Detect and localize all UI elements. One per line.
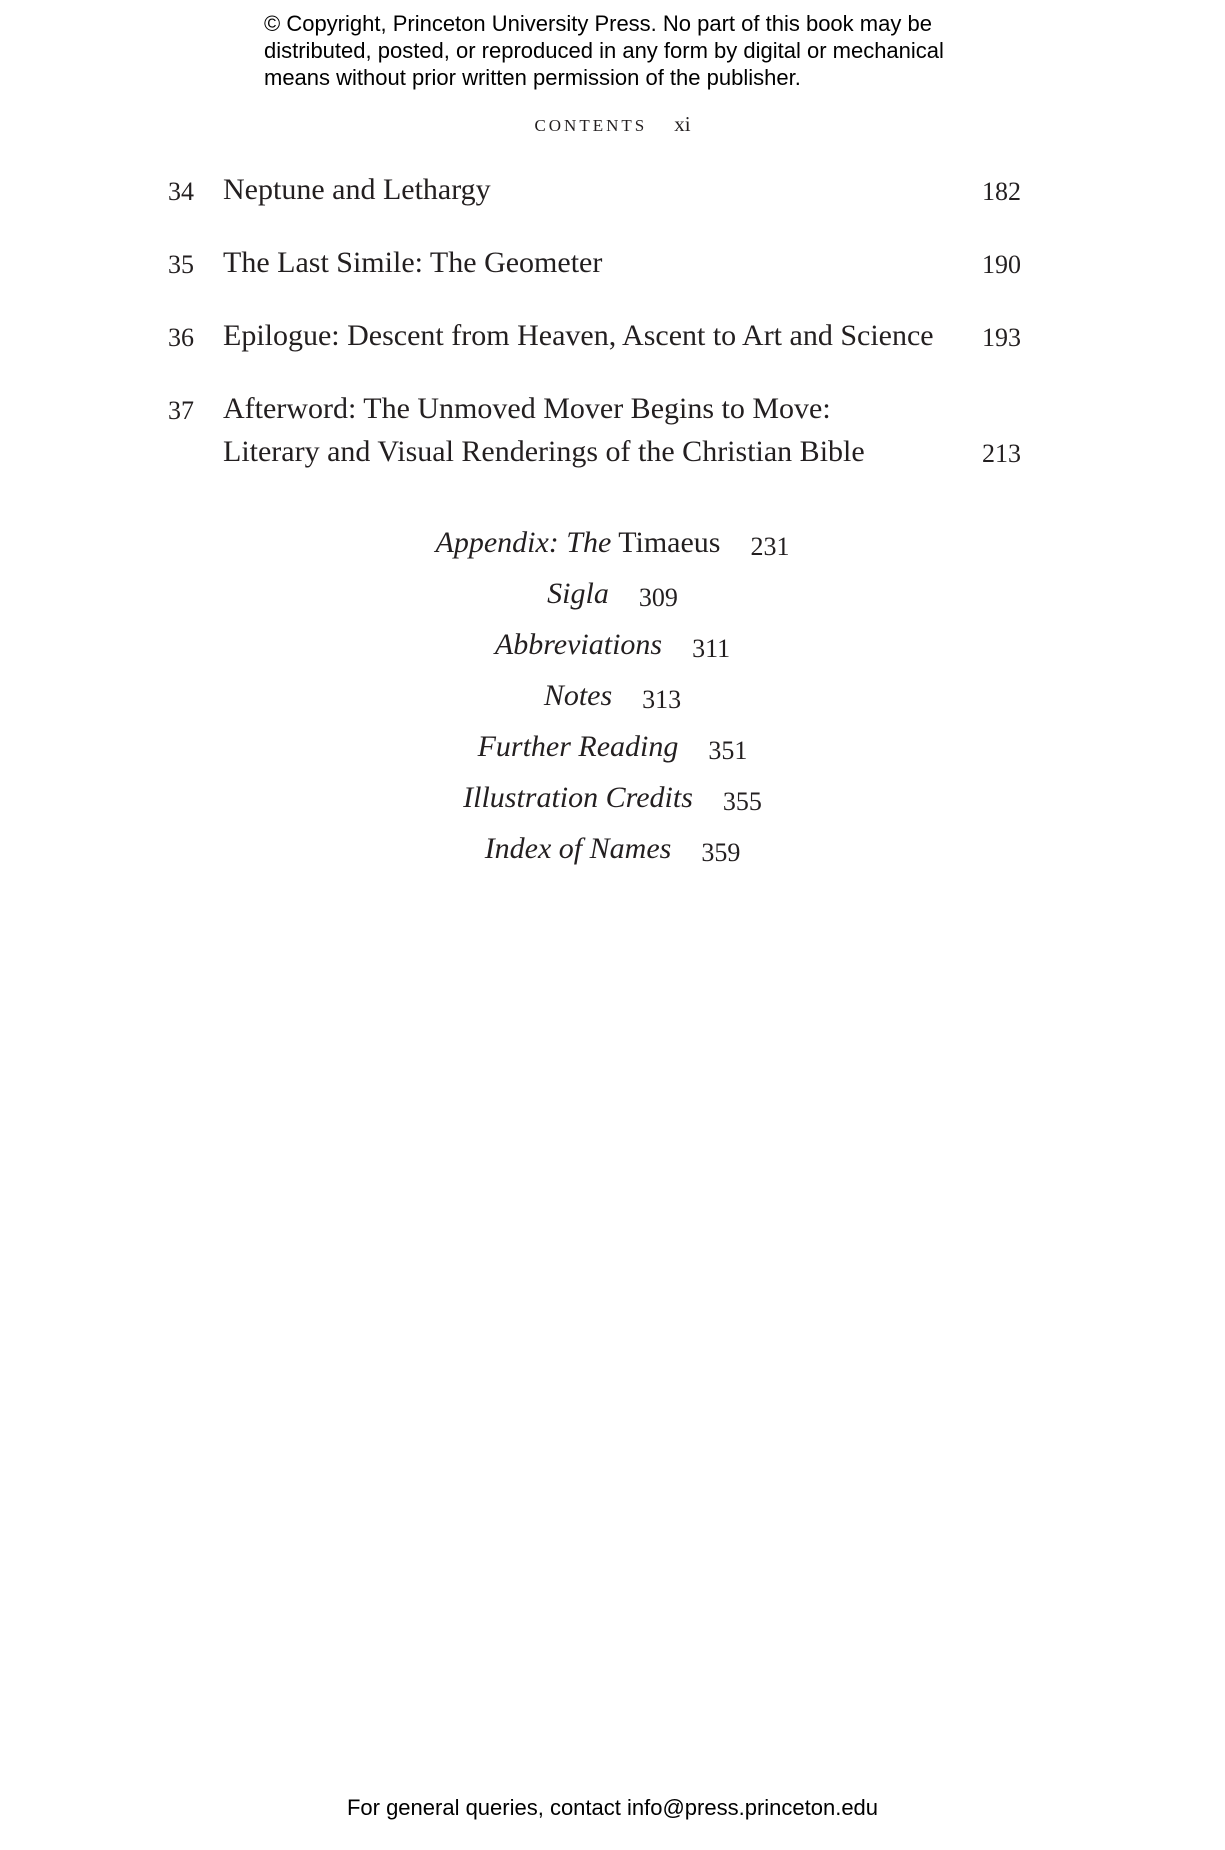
back-matter-item-notes	[0, 670, 1225, 721]
back-matter-page: 231	[750, 532, 790, 561]
chapter-title-line: Neptune and Lethargy	[223, 173, 491, 206]
chapter-page: 182	[982, 177, 1021, 206]
chapter-title	[223, 314, 934, 357]
chapter-number: 34	[168, 177, 194, 206]
chapter-title-line: Literary and Visual Renderings of the Christian Bible	[223, 435, 865, 468]
chapter-title	[223, 387, 865, 473]
chapter-page: 213	[982, 439, 1021, 468]
back-matter-item-sigla	[0, 568, 1225, 619]
back-matter-title: Notes	[543, 679, 613, 712]
back-matter-title-italic: Appendix: The	[435, 526, 612, 559]
chapter-number: 37	[168, 396, 194, 425]
back-matter-item-illustration-credits	[0, 772, 1225, 823]
back-matter-page: 351	[708, 736, 748, 765]
chapter-number: 35	[168, 250, 194, 279]
chapter-page: 190	[982, 250, 1021, 279]
back-matter-page: 313	[642, 685, 682, 714]
chapter-title	[223, 168, 491, 211]
back-matter-title: Illustration Credits	[463, 781, 693, 814]
copyright-line: distributed, posted, or reproduced in any form by digital or mechanical	[264, 38, 944, 63]
chapter-number: 36	[168, 323, 194, 352]
back-matter-item-appendix	[0, 517, 1225, 568]
chapter-title-line: Afterword: The Unmoved Mover Begins to Move:	[223, 392, 831, 425]
chapter-title-line: The Last Simile: The Geometer	[223, 246, 603, 279]
copyright-line: means without prior written permission of the publisher.	[264, 65, 801, 90]
back-matter-page: 359	[701, 838, 741, 867]
copyright-line: © Copyright, Princeton University Press. No part of this book may be	[264, 11, 932, 36]
back-matter-title: Abbreviations	[494, 628, 663, 661]
back-matter-item-index-of-names	[0, 823, 1225, 874]
back-matter-title: Sigla	[547, 577, 609, 610]
footer-contact: For general queries, contact info@press.princeton.edu	[346, 1795, 879, 1820]
back-matter-title	[436, 526, 721, 559]
chapter-title	[223, 241, 602, 284]
back-matter-item-abbreviations	[0, 619, 1225, 670]
running-head-label: CONTENTS	[534, 116, 648, 135]
copyright-notice	[264, 10, 984, 91]
back-matter-title: Index of Names	[484, 832, 672, 865]
chapter-title-line: Epilogue: Descent from Heaven, Ascent to Art and Science	[223, 319, 934, 352]
back-matter-page: 355	[722, 787, 762, 816]
back-matter-title: Further Reading	[477, 730, 679, 763]
back-matter-title-roman: Timaeus	[611, 526, 721, 559]
back-matter-page: 311	[692, 634, 731, 663]
running-head	[0, 112, 1225, 137]
back-matter-list	[0, 517, 1225, 874]
back-matter-page: 309	[638, 583, 678, 612]
chapter-page: 193	[982, 323, 1021, 352]
page-number: xi	[674, 112, 691, 136]
back-matter-item-further-reading	[0, 721, 1225, 772]
